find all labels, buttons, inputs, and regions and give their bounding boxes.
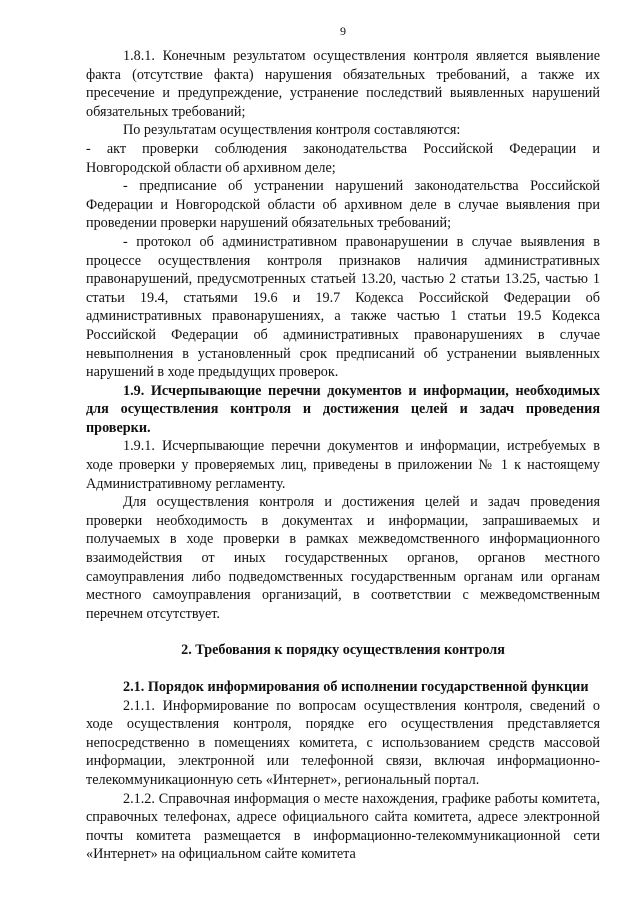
paragraph-1-8-1: 1.8.1. Конечным результатом осуществления контроля является выявление факта (отсутствие факта) нарушения обязательных требований, а также их пресечение и предупреждение, устранение последствий выявленных нарушений обязательных требований;: [86, 48, 600, 120]
paragraph-results-intro: По результатам осуществления контроля составляются:: [123, 122, 461, 139]
paragraph-interagency: Для осуществления контроля и достижения целей и задач проведения проверки необходимость в документах и информации, запрашиваемых и получаемых в ходе проверки в рамках межведомственного информационного взаимодействия от иных государственных органов, органов местного самоуправления либо подведомственных государственным органам или органам местного самоуправления организаций, в соответствии с межведомственным перечнем отсутствует.: [86, 494, 600, 622]
heading-1-9: 1.9. Исчерпывающие перечни документов и информации, необходимых для осуществления контроля и достижения целей и задач проведения проверки.: [86, 382, 600, 436]
paragraph-2-1-1: 2.1.1. Информирование по вопросам осуществления контроля, сведений о ходе осуществления контроля, порядке его осуществления представляется непосредственно в помещениях комитета, с использованием средств массовой информации, электронной или телефонной связи, включая информационно-телекоммуникационную сеть «Интернет», региональный портал.: [86, 697, 600, 788]
document-page: [86, 24, 600, 864]
list-item-protocol: - протокол об административном правонарушении в случае выявления в процессе осуществления контроля признаков наличия административных правонарушений, предусмотренных статьей 13.20, частью 2 статьи 13.25, частью 1 статьи 19.4, статьями 19.6 и 19.7 Кодекса Российской Федерации об административных правонарушениях, а также частью 1 статьи 19.5 Кодекса Российской Федерации об административных правонарушениях в случае невыполнения в установленный срок предписаний об устранении выявленных нарушений в ходе предыдущих проверок.: [86, 233, 600, 381]
heading-2-1: 2.1. Порядок информирования об исполнении государственной функции: [123, 679, 589, 695]
page-number: 9: [340, 24, 346, 38]
section-2-title: 2. Требования к порядку осуществления контроля: [181, 642, 505, 659]
list-item-order: - предписание об устранении нарушений законодательства Российской Федерации и Новгородской области об архивном деле в случае выявления при проведении проверки нарушений обязательных требований;: [86, 178, 600, 232]
list-item-act: - акт проверки соблюдения законодательства Российской Федерации и Новгородской области об архивном деле;: [86, 140, 600, 176]
paragraph-1-9-1: 1.9.1. Исчерпывающие перечни документов и информации, истребуемых в ходе проверки у проверяемых лиц, приведены в приложении № 1 к настоящему Административному регламенту.: [86, 438, 600, 492]
paragraph-2-1-2: 2.1.2. Справочная информация о месте нахождения, графике работы комитета, справочных телефонах, адресе официального сайта комитета, адресе электронной почты комитета размещается в информационно-телекоммуникационной сети «Интернет» на официальном сайте комитета: [86, 790, 600, 863]
